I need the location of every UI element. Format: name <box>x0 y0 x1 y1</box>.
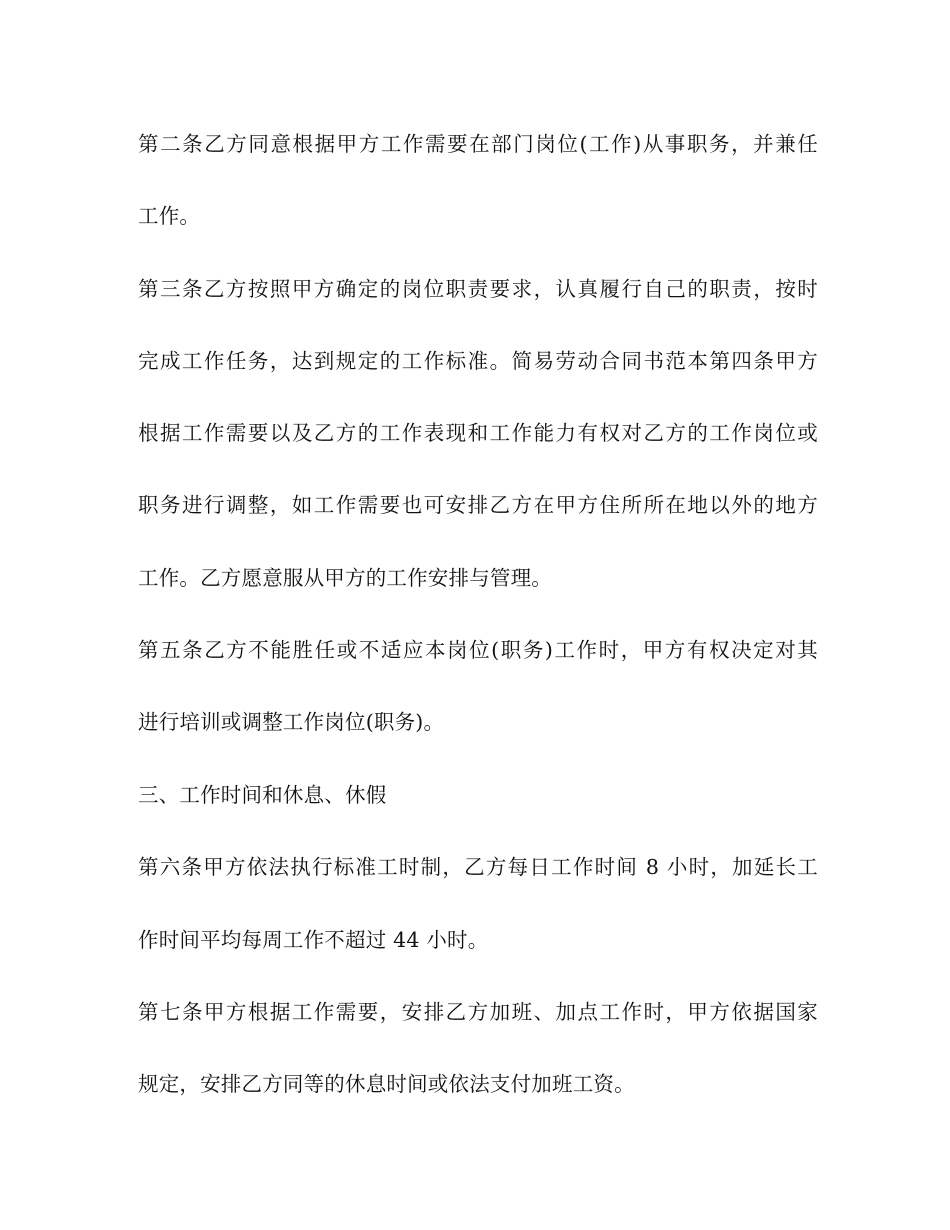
text-line: 规定，安排乙方同等的休息时间或依法支付加班工资。 <box>138 1072 635 1096</box>
text-line: 第七条甲方根据工作需要，安排乙方加班、加点工作时，甲方依据国家 <box>138 1000 818 1024</box>
text-line: 工作。乙方愿意服从甲方的工作安排与管理。 <box>138 566 552 590</box>
text-line: 作时间平均每周工作不超过 44 小时。 <box>138 928 489 952</box>
section-heading: 三、工作时间和休息、休假 <box>138 783 387 807</box>
text-line: 第二条乙方同意根据甲方工作需要在部门岗位(工作)从事职务，并兼任 <box>138 132 818 156</box>
text-line: 根据工作需要以及乙方的工作表现和工作能力有权对乙方的工作岗位或 <box>138 421 818 445</box>
text-line: 第三条乙方按照甲方确定的岗位职责要求，认真履行自己的职责，按时 <box>138 277 818 301</box>
text-line: 第六条甲方依法执行标准工时制，乙方每日工作时间 8 小时，加延长工 <box>138 855 818 879</box>
text-line: 职务进行调整，如工作需要也可安排乙方在甲方住所所在地以外的地方 <box>138 493 818 517</box>
text-line: 第五条乙方不能胜任或不适应本岗位(职务)工作时，甲方有权决定对其 <box>138 638 818 662</box>
text-line: 工作。 <box>138 204 201 228</box>
text-line: 进行培训或调整工作岗位(职务)。 <box>138 710 445 734</box>
text-line: 完成工作任务，达到规定的工作标准。简易劳动合同书范本第四条甲方 <box>138 349 818 373</box>
